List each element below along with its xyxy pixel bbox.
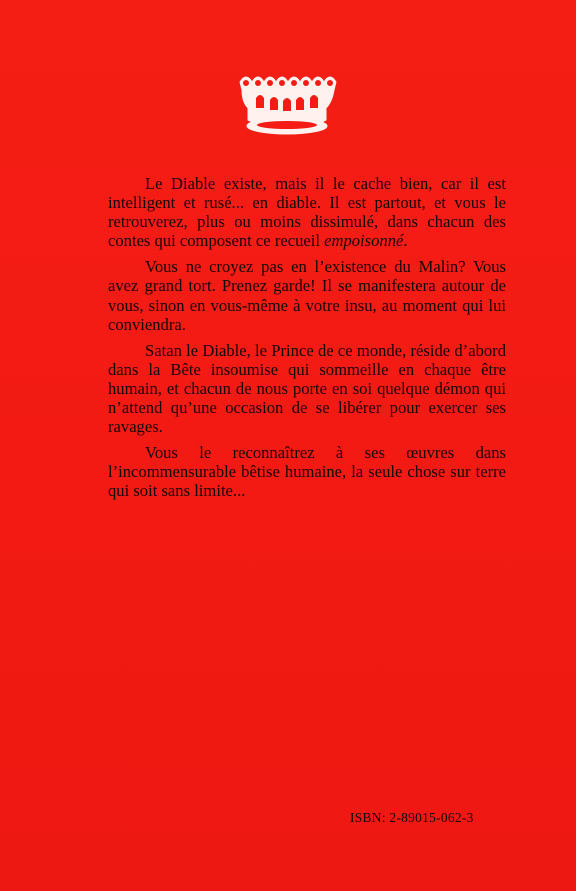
blurb-paragraph: Vous le reconnaîtrez à ses œuvres dans l’incommensurable bêtise humaine, la seule chose sur terre qui soit sans limite... bbox=[108, 443, 506, 501]
blurb-paragraph: Vous ne croyez pas en l’existence du Malin? Vous avez grand tort. Prenez garde! Il se manifestera autour de vous, sinon en vous-même à votre insu, au moment qui lui conviendra. bbox=[108, 257, 506, 334]
blurb-emphasis: empoisonné bbox=[324, 231, 404, 251]
crown-icon bbox=[234, 68, 340, 138]
blurb-paragraph-text: Le Diable existe, mais il le cache bien, car il est intelligent et rusé... en diable. Il est partout, et vous le retrouverez, plus ou moins dissimulé, dans chacun des contes qui composent ce recueil bbox=[108, 174, 506, 251]
back-cover-blurb bbox=[108, 174, 506, 508]
isbn-number: ISBN: 2-89015-062-3 bbox=[350, 810, 474, 825]
blurb-paragraph bbox=[108, 174, 506, 250]
blurb-paragraph: Satan le Diable, le Prince de ce monde, réside d’abord dans la Bête insoumise qui sommeille en chaque être humain, et chacun de nous porte en soi quelque démon qui n’attend qu’une occasion de se libérer pour exercer ses ravages. bbox=[108, 340, 506, 437]
blurb-paragraph-end: . bbox=[403, 231, 408, 251]
